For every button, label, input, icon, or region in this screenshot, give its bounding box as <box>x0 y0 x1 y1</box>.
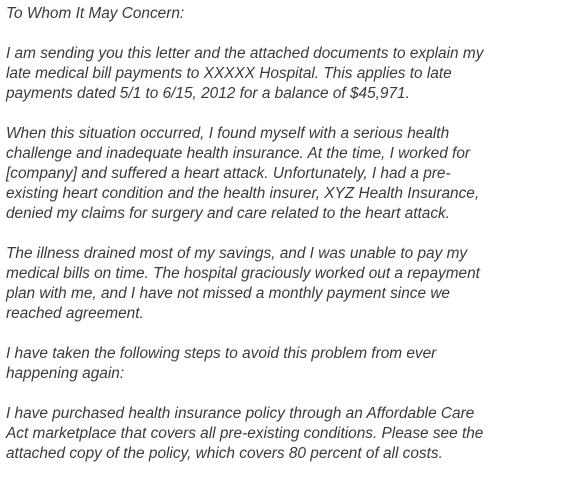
paragraph-line: The illness drained most of my savings, and I was unable to pay my <box>6 245 468 262</box>
paragraph-line: happening again: <box>6 365 125 382</box>
paragraph-line: denied my claims for surgery and care related to the heart attack. <box>6 205 450 222</box>
paragraph-illness <box>6 244 567 324</box>
paragraph-steps <box>6 344 567 384</box>
salutation-text: To Whom It May Concern: <box>6 5 185 22</box>
paragraph-line: Act marketplace that covers all pre-existing conditions. Please see the <box>6 425 484 442</box>
paragraph-line: plan with me, and I have not missed a monthly payment since we <box>6 285 450 302</box>
paragraph-line: attached copy of the policy, which covers 80 percent of all costs. <box>6 445 443 462</box>
paragraph-line: I am sending you this letter and the attached documents to explain my <box>6 45 484 62</box>
paragraph-situation <box>6 124 567 224</box>
paragraph-insurance <box>6 404 567 464</box>
paragraph-line: existing heart condition and the health insurer, XYZ Health Insurance, <box>6 185 480 202</box>
paragraph-line: I have purchased health insurance policy through an Affordable Care <box>6 405 475 422</box>
paragraph-explanation <box>6 44 567 104</box>
salutation <box>6 4 567 24</box>
paragraph-line: [company] and suffered a heart attack. Unfortunately, I had a pre- <box>6 165 451 182</box>
paragraph-line: late medical bill payments to XXXXX Hospital. This applies to late <box>6 65 452 82</box>
paragraph-line: payments dated 5/1 to 6/15, 2012 for a balance of $45,971. <box>6 85 410 102</box>
paragraph-line: When this situation occurred, I found myself with a serious health <box>6 125 450 142</box>
paragraph-line: medical bills on time. The hospital graciously worked out a repayment <box>6 265 480 282</box>
paragraph-line: I have taken the following steps to avoid this problem from ever <box>6 345 437 362</box>
paragraph-line: challenge and inadequate health insurance. At the time, I worked for <box>6 145 471 162</box>
paragraph-line: reached agreement. <box>6 305 144 322</box>
